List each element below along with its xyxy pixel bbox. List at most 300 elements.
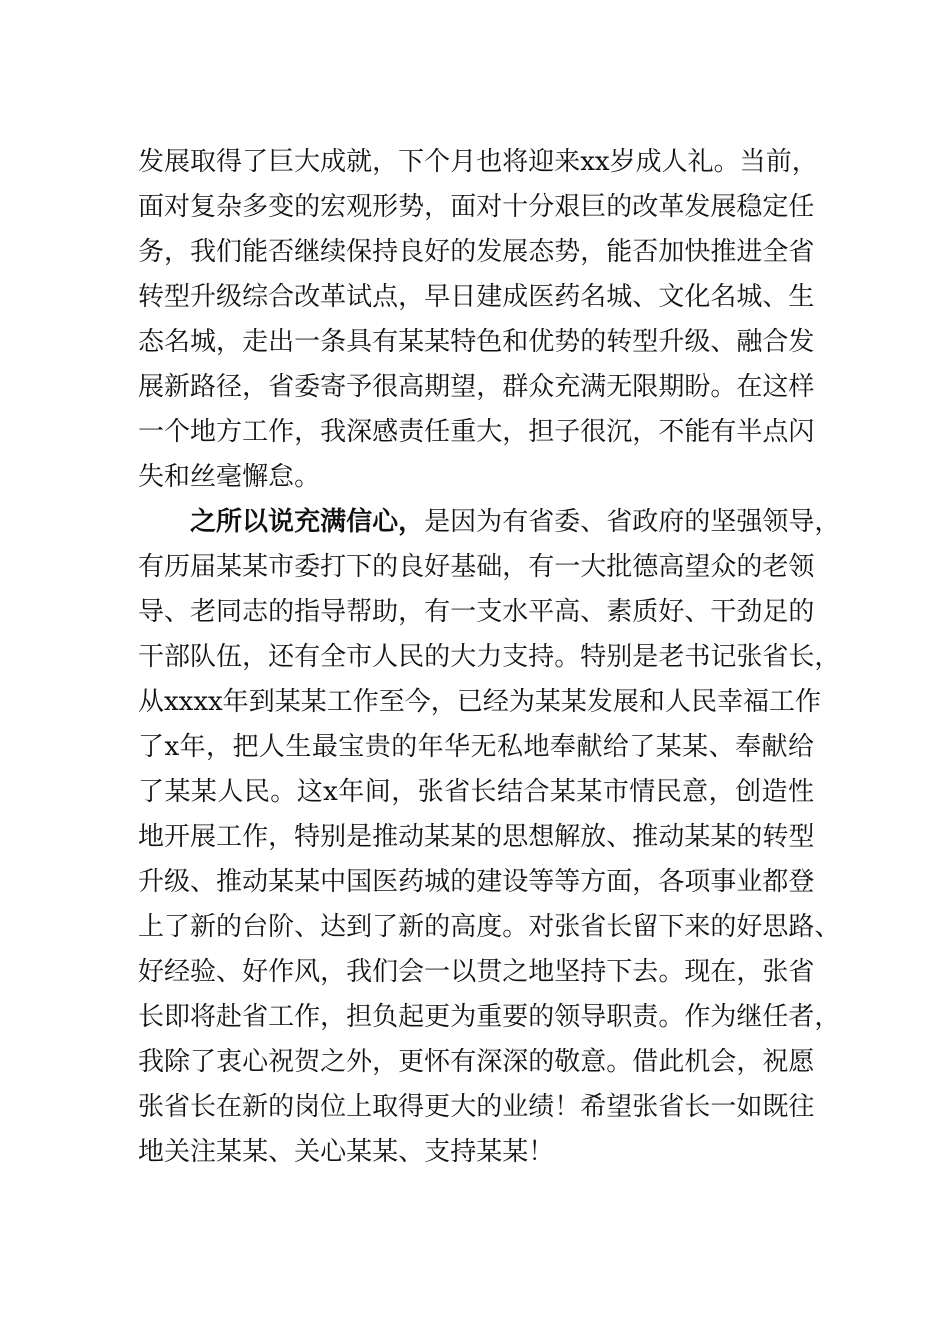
- glyph: 化: [684, 282, 711, 312]
- glyph: 伍: [216, 642, 243, 672]
- glyph: 的: [528, 1047, 555, 1077]
- glyph: 型: [632, 327, 659, 357]
- glyph: 张: [736, 642, 763, 672]
- text-line: [138, 907, 841, 947]
- glyph: 方: [216, 417, 243, 447]
- text-line: [190, 502, 841, 542]
- glyph: 担: [346, 1002, 373, 1032]
- glyph: ，: [164, 237, 191, 267]
- glyph: 级: [684, 327, 711, 357]
- glyph: 点: [762, 417, 789, 447]
- glyph: 打: [320, 552, 347, 582]
- glyph: 思: [502, 822, 529, 852]
- glyph: 工: [216, 822, 243, 852]
- glyph: 的: [788, 597, 815, 627]
- glyph: ，: [736, 957, 763, 987]
- text-line: [138, 592, 814, 632]
- glyph: 、: [216, 957, 243, 987]
- glyph: 作: [684, 1002, 711, 1032]
- glyph: 我: [190, 237, 217, 267]
- glyph: 放: [580, 822, 607, 852]
- glyph: 日: [450, 282, 477, 312]
- glyph: 融: [736, 327, 763, 357]
- glyph: 机: [684, 1047, 711, 1077]
- glyph: 人: [664, 687, 691, 717]
- glyph: 成: [320, 147, 347, 177]
- glyph: 注: [190, 1137, 217, 1167]
- text-line: [138, 412, 814, 452]
- glyph: 定: [762, 192, 789, 222]
- glyph: 幸: [716, 687, 743, 717]
- glyph: ，: [242, 642, 269, 672]
- glyph: 望: [684, 552, 711, 582]
- glyph: 民: [655, 777, 682, 807]
- glyph: 某: [476, 1137, 503, 1167]
- glyph: ，: [424, 192, 451, 222]
- glyph: 怀: [424, 1047, 451, 1077]
- glyph: 形: [372, 192, 399, 222]
- glyph: 帮: [346, 597, 373, 627]
- glyph: 否: [268, 237, 295, 267]
- glyph: 的: [216, 912, 243, 942]
- glyph: 各: [658, 867, 685, 897]
- glyph: 。: [606, 1047, 633, 1077]
- glyph: 已: [456, 687, 483, 717]
- glyph: 别: [606, 642, 633, 672]
- glyph: 样: [788, 372, 815, 402]
- glyph: 心: [320, 1137, 347, 1167]
- glyph: 路: [788, 912, 815, 942]
- glyph: 城: [606, 282, 633, 312]
- glyph: 年: [338, 777, 365, 807]
- glyph: 张: [632, 1092, 659, 1122]
- glyph: 在: [216, 1092, 243, 1122]
- glyph: 一: [554, 552, 581, 582]
- glyph: 将: [502, 147, 529, 177]
- glyph: 省: [164, 1092, 191, 1122]
- glyph: 工: [769, 687, 796, 717]
- glyph: 、: [268, 1137, 295, 1167]
- glyph: 的: [710, 912, 737, 942]
- glyph: 现: [684, 957, 711, 987]
- glyph: 城: [424, 867, 451, 897]
- glyph: 重: [476, 1002, 503, 1032]
- glyph: 届: [190, 552, 217, 582]
- glyph: 名: [164, 327, 191, 357]
- text-line: [138, 862, 814, 902]
- glyph: 不: [658, 417, 685, 447]
- glyph: 全: [762, 237, 789, 267]
- glyph: 因: [450, 507, 477, 537]
- glyph: ！: [528, 1137, 555, 1167]
- glyph: 献: [761, 732, 788, 762]
- glyph: 城: [190, 327, 217, 357]
- glyph: 以: [450, 957, 477, 987]
- glyph: 更: [424, 1002, 451, 1032]
- glyph: 特: [294, 822, 321, 852]
- glyph: ，: [391, 777, 418, 807]
- glyph: 有: [502, 507, 529, 537]
- glyph: 展: [164, 147, 191, 177]
- glyph: 否: [632, 237, 659, 267]
- glyph: 等: [528, 867, 555, 897]
- glyph: 展: [612, 687, 639, 717]
- glyph: 方: [580, 867, 607, 897]
- glyph: 性: [787, 777, 814, 807]
- glyph: 的: [372, 552, 399, 582]
- glyph: 势: [554, 327, 581, 357]
- glyph: 市: [346, 642, 373, 672]
- glyph: 素: [606, 597, 633, 627]
- glyph: 关: [164, 1137, 191, 1167]
- text-line: [138, 277, 814, 317]
- glyph: 领: [554, 1002, 581, 1032]
- bold-glyph: 说: [268, 507, 295, 537]
- glyph: 市: [268, 552, 295, 582]
- glyph: 造: [761, 777, 788, 807]
- glyph: 同: [216, 597, 243, 627]
- glyph: 委: [294, 552, 321, 582]
- glyph: 助: [372, 597, 399, 627]
- glyph: 某: [549, 777, 576, 807]
- glyph: 府: [658, 507, 685, 537]
- glyph: 队: [190, 642, 217, 672]
- glyph: 老: [762, 552, 789, 582]
- glyph: ，: [814, 1002, 841, 1032]
- glyph: 有: [294, 642, 321, 672]
- glyph: 特: [450, 327, 477, 357]
- text-line: [138, 367, 814, 407]
- text-line: [138, 1042, 814, 1082]
- glyph: 一: [138, 417, 165, 447]
- glyph: 迎: [528, 147, 555, 177]
- glyph: 一: [710, 1092, 737, 1122]
- glyph: 年: [179, 732, 206, 762]
- glyph: 期: [658, 372, 685, 402]
- glyph: 委: [554, 507, 581, 537]
- glyph: 新: [398, 912, 425, 942]
- glyph: 最: [311, 732, 338, 762]
- glyph: 取: [372, 1092, 399, 1122]
- glyph: 好: [138, 957, 165, 987]
- glyph: 成: [635, 147, 662, 177]
- glyph: 间: [364, 777, 391, 807]
- glyph: 取: [190, 147, 217, 177]
- glyph: 我: [346, 957, 373, 987]
- glyph: 对: [164, 192, 191, 222]
- glyph: ，: [736, 1047, 763, 1077]
- glyph: 某: [534, 687, 561, 717]
- glyph: 合: [762, 327, 789, 357]
- glyph: 意: [580, 1047, 607, 1077]
- glyph: 中: [320, 867, 347, 897]
- glyph: 政: [632, 507, 659, 537]
- glyph: 衷: [216, 1047, 243, 1077]
- glyph: 强: [736, 507, 763, 537]
- glyph: 的: [268, 1092, 295, 1122]
- glyph: 、: [762, 282, 789, 312]
- glyph: 月: [450, 147, 477, 177]
- glyph: 稳: [736, 192, 763, 222]
- glyph: 一: [424, 957, 451, 987]
- glyph: 业: [736, 867, 763, 897]
- glyph: 大: [450, 642, 477, 672]
- glyph: ，: [320, 1002, 347, 1032]
- glyph: 有: [528, 552, 555, 582]
- glyph: 在: [736, 372, 763, 402]
- glyph: 人: [661, 147, 688, 177]
- glyph: 既: [762, 1092, 789, 1122]
- glyph: 指: [294, 597, 321, 627]
- glyph: 的: [268, 597, 295, 627]
- glyph: 合: [268, 282, 295, 312]
- glyph: 地: [523, 732, 550, 762]
- glyph: 半: [736, 417, 763, 447]
- glyph: 展: [138, 372, 165, 402]
- glyph: 的: [391, 732, 418, 762]
- glyph: 。: [502, 912, 529, 942]
- glyph: 事: [710, 867, 737, 897]
- glyph: 推: [710, 237, 737, 267]
- glyph: 予: [346, 372, 373, 402]
- glyph: 。: [658, 957, 685, 987]
- glyph: 建: [476, 282, 503, 312]
- glyph: 往: [788, 1092, 815, 1122]
- glyph: 升: [138, 867, 165, 897]
- glyph: 任: [762, 1002, 789, 1032]
- glyph: 福: [742, 687, 769, 717]
- glyph: 。: [710, 372, 737, 402]
- glyph: 盼: [684, 372, 711, 402]
- glyph: 深: [502, 1047, 529, 1077]
- glyph: 的: [580, 327, 607, 357]
- glyph: 重: [450, 417, 477, 447]
- glyph: 点: [372, 282, 399, 312]
- glyph: 群: [502, 372, 529, 402]
- glyph: 作: [268, 957, 295, 987]
- glyph: 这: [296, 777, 323, 807]
- glyph: 级: [164, 867, 191, 897]
- glyph: 们: [216, 237, 243, 267]
- glyph: 的: [606, 192, 633, 222]
- text-line: [138, 232, 814, 272]
- glyph: ，: [268, 822, 295, 852]
- glyph: 也: [476, 147, 503, 177]
- glyph: 支: [476, 597, 503, 627]
- glyph: 闪: [788, 417, 815, 447]
- glyph: 为: [450, 1002, 477, 1032]
- glyph: 早: [424, 282, 451, 312]
- glyph: 岗: [294, 1092, 321, 1122]
- glyph: 还: [268, 642, 295, 672]
- glyph: 导: [138, 597, 165, 627]
- bold-glyph: 以: [242, 507, 269, 537]
- glyph: 观: [346, 192, 373, 222]
- glyph: 全: [320, 642, 347, 672]
- glyph: 书: [684, 642, 711, 672]
- glyph: 为: [710, 1002, 737, 1032]
- glyph: 期: [424, 372, 451, 402]
- text-line: [138, 952, 814, 992]
- glyph: 巨: [268, 147, 295, 177]
- glyph: 更: [398, 1047, 425, 1077]
- glyph: 某: [294, 867, 321, 897]
- glyph: 了: [138, 777, 165, 807]
- glyph: 某: [682, 732, 709, 762]
- glyph: 省: [658, 1092, 685, 1122]
- glyph: 能: [242, 237, 269, 267]
- glyph: 个: [164, 417, 191, 447]
- glyph: 综: [242, 282, 269, 312]
- glyph: 历: [164, 552, 191, 582]
- glyph: 续: [320, 237, 347, 267]
- glyph: 得: [216, 147, 243, 177]
- glyph: 水: [502, 597, 529, 627]
- glyph: 绩: [528, 1092, 555, 1122]
- glyph: 市: [602, 777, 629, 807]
- glyph: 我: [138, 1047, 165, 1077]
- glyph: 礼: [687, 147, 714, 177]
- glyph: 敬: [554, 1047, 581, 1077]
- glyph: 的: [424, 912, 451, 942]
- glyph: 风: [294, 957, 321, 987]
- glyph: 路: [190, 372, 217, 402]
- glyph: 深: [346, 417, 373, 447]
- glyph: 的: [476, 822, 503, 852]
- glyph: 人: [372, 642, 399, 672]
- glyph: 子: [554, 417, 581, 447]
- glyph: 加: [658, 237, 685, 267]
- glyph: 解: [554, 822, 581, 852]
- glyph: 革: [320, 282, 347, 312]
- glyph: 上: [346, 1092, 373, 1122]
- glyph: 推: [372, 822, 399, 852]
- glyph: 将: [190, 1002, 217, 1032]
- glyph: 基: [450, 552, 477, 582]
- glyph: 的: [736, 552, 763, 582]
- glyph: 无: [470, 732, 497, 762]
- glyph: 对: [476, 192, 503, 222]
- glyph: 经: [164, 957, 191, 987]
- glyph: 面: [450, 192, 477, 222]
- glyph: 足: [762, 597, 789, 627]
- glyph: 祝: [268, 1047, 295, 1077]
- glyph: 了: [372, 912, 399, 942]
- glyph: 设: [502, 867, 529, 897]
- glyph: 有: [372, 327, 399, 357]
- glyph: 持: [372, 237, 399, 267]
- glyph: 发: [476, 237, 503, 267]
- glyph: 有: [424, 597, 451, 627]
- glyph: 岁: [609, 147, 636, 177]
- glyph: 升: [658, 327, 685, 357]
- glyph: 推: [632, 822, 659, 852]
- glyph: ，: [791, 147, 818, 177]
- glyph: 寄: [320, 372, 347, 402]
- text-line: [138, 682, 822, 722]
- glyph: 作: [795, 687, 822, 717]
- glyph: 和: [164, 462, 191, 492]
- glyph: 贵: [364, 732, 391, 762]
- glyph: 心: [242, 1047, 269, 1077]
- text-line: [138, 187, 814, 227]
- glyph: 革: [658, 192, 685, 222]
- glyph: 好: [424, 237, 451, 267]
- glyph: 色: [476, 327, 503, 357]
- glyph: 担: [528, 417, 555, 447]
- glyph: 地: [528, 957, 555, 987]
- glyph: 生: [285, 732, 312, 762]
- glyph: 、: [632, 282, 659, 312]
- glyph: 长: [606, 912, 633, 942]
- glyph: 任: [788, 192, 815, 222]
- glyph: 特: [580, 642, 607, 672]
- glyph: 充: [554, 372, 581, 402]
- glyph: 医: [528, 282, 555, 312]
- glyph: 这: [762, 372, 789, 402]
- glyph: ，: [206, 732, 233, 762]
- glyph: 志: [242, 597, 269, 627]
- glyph: 、: [294, 912, 321, 942]
- glyph: 良: [398, 552, 425, 582]
- glyph: 推: [216, 867, 243, 897]
- glyph: 好: [658, 597, 685, 627]
- glyph: 张: [762, 957, 789, 987]
- glyph: 奉: [735, 732, 762, 762]
- glyph: 民: [398, 642, 425, 672]
- glyph: 高: [554, 597, 581, 627]
- glyph: 为: [508, 687, 535, 717]
- glyph: 了: [629, 732, 656, 762]
- glyph: 作: [242, 822, 269, 852]
- glyph: 合: [523, 777, 550, 807]
- glyph: 高: [450, 912, 477, 942]
- glyph: 的: [294, 192, 321, 222]
- glyph: 到: [248, 687, 275, 717]
- glyph: xxxx: [164, 687, 223, 717]
- glyph: 负: [372, 1002, 399, 1032]
- glyph: 领: [788, 552, 815, 582]
- glyph: 快: [684, 237, 711, 267]
- glyph: 职: [606, 1002, 633, 1032]
- glyph: 艰: [554, 192, 581, 222]
- glyph: 的: [476, 1092, 503, 1122]
- glyph: 是: [632, 642, 659, 672]
- glyph: 作: [268, 417, 295, 447]
- glyph: 某: [242, 1137, 269, 1167]
- glyph: 、: [708, 732, 735, 762]
- glyph: 升: [190, 282, 217, 312]
- glyph: 经: [482, 687, 509, 717]
- glyph: 。: [270, 777, 297, 807]
- glyph: 对: [528, 912, 555, 942]
- glyph: ，: [814, 507, 841, 537]
- bold-glyph: 心: [372, 507, 399, 537]
- glyph: 径: [216, 372, 243, 402]
- glyph: 某: [268, 867, 295, 897]
- glyph: 具: [346, 327, 373, 357]
- glyph: 了: [164, 912, 191, 942]
- glyph: ，: [502, 552, 529, 582]
- glyph: 限: [632, 372, 659, 402]
- glyph: 业: [502, 1092, 529, 1122]
- glyph: 从: [138, 687, 165, 717]
- glyph: 的: [528, 1002, 555, 1032]
- glyph: 省: [788, 237, 815, 267]
- glyph: 某: [655, 732, 682, 762]
- text-line: [138, 457, 814, 497]
- glyph: 省: [788, 957, 815, 987]
